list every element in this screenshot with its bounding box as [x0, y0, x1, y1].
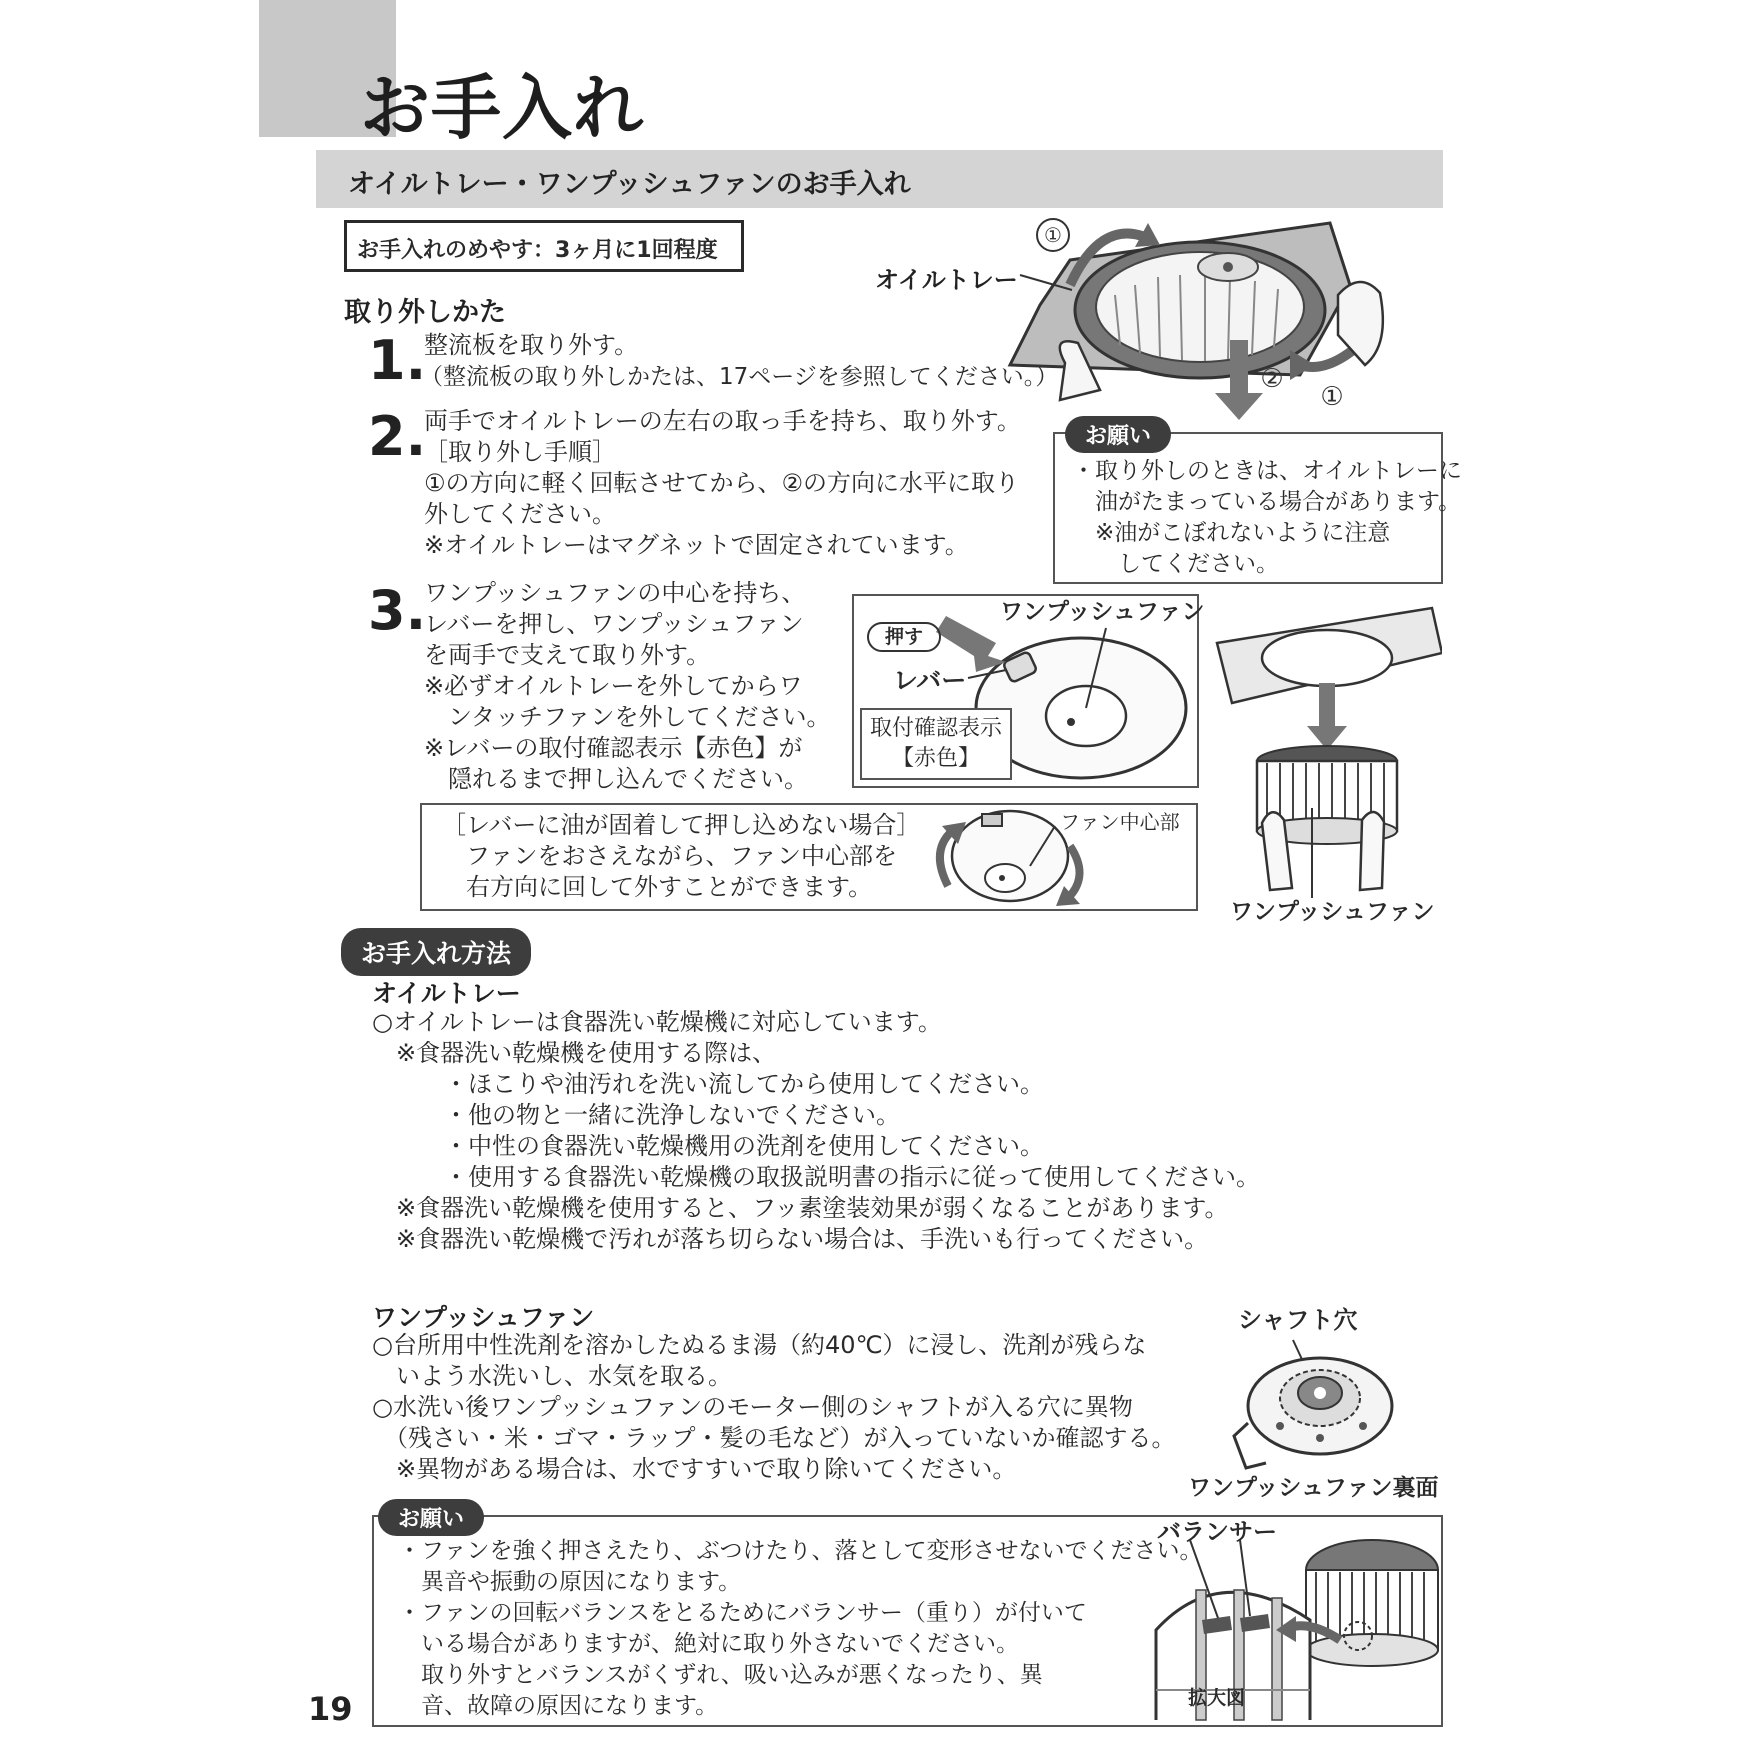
care-tray-heading: オイルトレー [372, 979, 521, 1008]
shaft-label: シャフト穴 [1238, 1306, 1358, 1334]
step3-number: 3. [368, 579, 427, 642]
step2-line: ※オイルトレーはマグネットで固定されています。 [424, 531, 969, 559]
tray-removal-illustration [860, 215, 1440, 420]
notice2-line: ・ファンの回転バランスをとるためにバランサー（重り）が付いて [398, 1600, 1087, 1626]
notice1-line: 油がたまっている場合があります。 [1072, 489, 1462, 515]
removal-heading: 取り外しかた [344, 297, 506, 328]
care-fan-line: ○台所用中性洗剤を溶かしたぬるま湯（約40℃）に浸し、洗剤が残らな [372, 1331, 1147, 1359]
confirm-line1: 取付確認表示 [869, 716, 1002, 741]
notice1-line: してください。 [1072, 551, 1279, 577]
care-tray-line: ※食器洗い乾燥機で汚れが落ち切らない場合は、手洗いも行ってください。 [372, 1225, 1209, 1253]
push-label: 押す [867, 622, 941, 652]
frequency-box: お手入れのめやす：3ヶ月に1回程度 [344, 220, 744, 272]
step3-line: ※必ずオイルトレーを外してからワ [424, 672, 803, 700]
care-tray-line: ※食器洗い乾燥機を使用すると、フッ素塗装効果が弱くなることがあります。 [372, 1194, 1229, 1222]
step2-line: ［取り外し手順］ [424, 438, 616, 466]
care-tray-text [372, 1007, 1260, 1255]
care-tray-line: ※食器洗い乾燥機を使用する際は、 [372, 1039, 777, 1067]
zoom-label: 拡大図 [1188, 1687, 1246, 1709]
step2-line: ①の方向に軽く回転させてから、②の方向に水平に取り [424, 469, 1020, 497]
care-tray-line: ・中性の食器洗い乾燥機用の洗剤を使用してください。 [372, 1132, 1044, 1160]
care-pill: お手入れ方法 [341, 928, 531, 976]
step3-line: ンタッチファンを外してください。 [424, 703, 831, 731]
step3-line: ※レバーの取付確認表示【赤色】が [424, 734, 803, 762]
care-tray-line: ・使用する食器洗い乾燥機の取扱説明書の指示に従って使用してください。 [372, 1163, 1260, 1191]
step2-line: 両手でオイルトレーの左右の取っ手を持ち、取り外す。 [424, 407, 1021, 435]
section-heading: オイルトレー・ワンプッシュファンのお手入れ [348, 169, 911, 200]
notice2-tag: お願い [378, 1499, 484, 1536]
notice2-line: 取り外すとバランスがくずれ、吸い込みが悪くなったり、異 [398, 1662, 1043, 1688]
care-tray-line: ○オイルトレーは食器洗い乾燥機に対応しています。 [372, 1008, 942, 1036]
care-fan-line: いよう水洗いし、水気を取る。 [372, 1362, 732, 1390]
page-title: お手入れ [360, 67, 644, 149]
care-fan-line: ○水洗い後ワンプッシュファンのモーター側のシャフトが入る穴に異物 [372, 1393, 1133, 1421]
step2-line: 外してください。 [424, 500, 616, 528]
stuck-line: 右方向に回して外すことができます。 [442, 873, 873, 901]
stuck-text [442, 810, 920, 903]
care-tray-line: ・ほこりや油汚れを洗い流してから使用してください。 [372, 1070, 1044, 1098]
notice1-line: ※油がこぼれないように注意 [1072, 520, 1391, 546]
care-fan-line: （残さい・米・ゴマ・ラップ・髪の毛など）が入っていないか確認する。 [372, 1424, 1176, 1452]
care-fan-line: ※異物がある場合は、水ですすいで取り除いてください。 [372, 1455, 1017, 1483]
notice1-text [1072, 456, 1462, 580]
step2-number: 2. [368, 405, 427, 468]
notice2-line: いる場合がありますが、絶対に取り外さないでください。 [398, 1631, 1019, 1657]
fan-center-label: ファン中心部 [1060, 810, 1180, 834]
confirm-box [860, 708, 1012, 780]
care-fan-heading: ワンプッシュファン [372, 1303, 595, 1332]
step3-line: 隠れるまで押し込んでください。 [424, 765, 808, 793]
fan-back-label: ワンプッシュファン裏面 [1188, 1475, 1439, 1501]
notice2-line: 音、故障の原因になります。 [398, 1693, 719, 1719]
fan-down-label: ワンプッシュファン [1230, 899, 1435, 925]
lever-fan-label: ワンプッシュファン [1000, 599, 1205, 625]
page-number: 19 [308, 1690, 353, 1728]
step3-text [424, 578, 831, 795]
step3-line: ワンプッシュファンの中心を持ち、 [424, 579, 806, 607]
care-tray-line: ・他の物と一緒に洗浄しないでください。 [372, 1101, 900, 1129]
step1-number: 1. [368, 329, 427, 392]
notice1-line: ・取り外しのときは、オイルトレーに [1072, 458, 1462, 484]
stuck-line: ［レバーに油が固着して押し込めない場合］ [442, 811, 921, 839]
balancer-label: バランサー [1157, 1518, 1277, 1546]
notice2-line: 異音や振動の原因になります。 [398, 1569, 742, 1595]
step1-line1: 整流板を取り外す。 [424, 331, 639, 359]
tray-num-1b: ① [1320, 382, 1344, 412]
lever-label: レバー [893, 666, 967, 695]
fan-back-illustration [1228, 1338, 1398, 1478]
stuck-line: ファンをおさえながら、ファン中心部を [442, 842, 898, 870]
step1-line2: （整流板の取り外しかたは、17ページを参照してください。） [420, 364, 1059, 390]
step3-line: を両手で支えて取り外す。 [424, 641, 711, 669]
notice1-tag: お願い [1065, 416, 1171, 453]
confirm-line2: 【赤色】 [891, 746, 980, 771]
notice2-line: ・ファンを強く押さえたり、ぶつけたり、落として変形させないでください。 [398, 1538, 1203, 1564]
tray-label: オイルトレー [875, 266, 1018, 294]
step2-text [424, 406, 1021, 561]
tray-num-2: ② [1260, 364, 1284, 394]
notice2-text [398, 1536, 1203, 1722]
fan-removal-illustration [1212, 598, 1442, 898]
care-fan-text [372, 1330, 1176, 1485]
tray-num-1: ① [1044, 223, 1062, 247]
step3-line: レバーを押し、ワンプッシュファン [424, 610, 804, 638]
